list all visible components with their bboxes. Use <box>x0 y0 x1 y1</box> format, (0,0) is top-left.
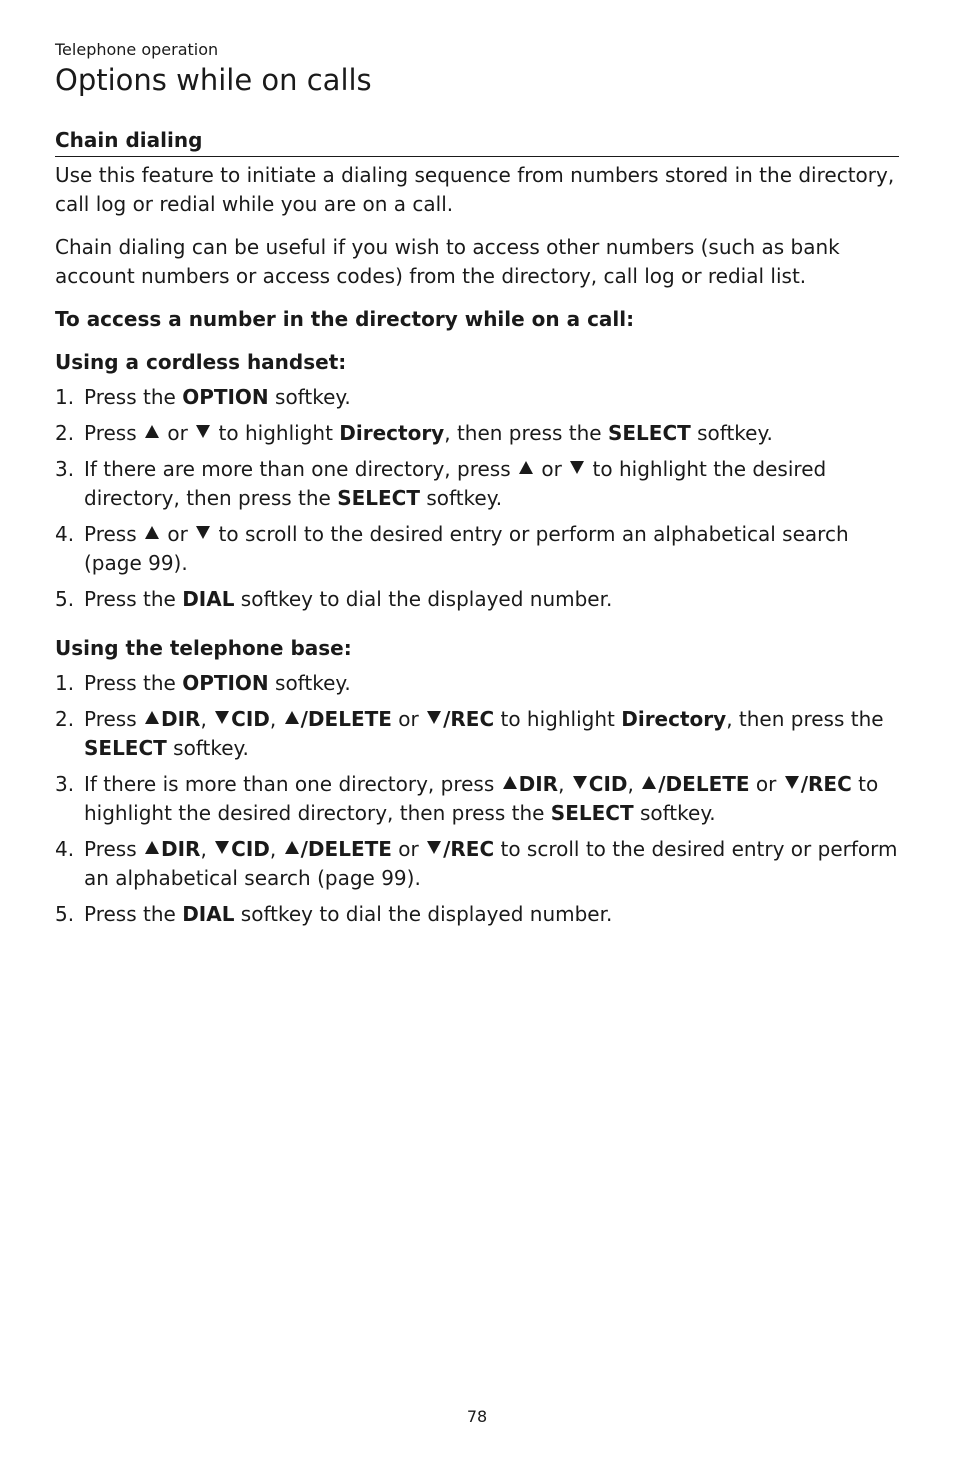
list-item: 2. Press DIR, CID, /DELETE or /REC to highlight Directory, then press the SELECT softkey. <box>55 707 884 760</box>
down-arrow-icon <box>573 776 587 789</box>
up-arrow-icon <box>642 776 656 789</box>
up-arrow-icon <box>503 776 517 789</box>
step-number: 1. <box>55 385 75 409</box>
up-arrow-icon <box>145 841 159 854</box>
down-arrow-icon <box>196 526 210 539</box>
down-arrow-icon <box>196 425 210 438</box>
access-heading: To access a number in the directory while on a call: <box>55 307 635 331</box>
up-arrow-icon <box>285 711 299 724</box>
down-arrow-icon <box>215 711 229 724</box>
step-number: 4. <box>55 837 75 861</box>
list-item: 1. Press the OPTION softkey. <box>55 669 899 698</box>
page-content <box>55 40 899 936</box>
section-heading: Chain dialing <box>55 126 899 157</box>
list-item: 4. Press DIR, CID, /DELETE or /REC to scroll to the desired entry or perform an alphabetical search (page 99). <box>55 837 898 890</box>
base-steps <box>55 669 899 929</box>
step-number: 1. <box>55 671 75 695</box>
list-item: 3. If there is more than one directory, press DIR, CID, /DELETE or /REC to highlight the desired directory, then press the SELECT softkey. <box>55 772 879 825</box>
intro-paragraph-1: Use this feature to initiate a dialing sequence from numbers stored in the directory, call log or redial while you are on a call. <box>55 163 895 216</box>
list-item: 5. Press the DIAL softkey to dial the displayed number. <box>55 585 899 614</box>
up-arrow-icon <box>145 425 159 438</box>
list-item: 4. Press or to scroll to the desired entry or perform an alphabetical search (page 99). <box>55 522 849 575</box>
base-heading: Using the telephone base: <box>55 636 352 660</box>
down-arrow-icon <box>570 461 584 474</box>
handset-steps <box>55 383 899 614</box>
page-title: Options while on calls <box>55 63 372 97</box>
step-number: 3. <box>55 457 75 481</box>
intro-paragraph-2: Chain dialing can be useful if you wish to access other numbers (such as bank account numbers or access codes) from the directory, call log or redial list. <box>55 235 840 288</box>
step-number: 4. <box>55 522 75 546</box>
up-arrow-icon <box>145 526 159 539</box>
page-number: 78 <box>466 1407 488 1426</box>
handset-heading: Using a cordless handset: <box>55 350 347 374</box>
list-item: 3. If there are more than one directory, press or to highlight the desired directory, then press the SELECT softkey. <box>55 457 827 510</box>
step-number: 3. <box>55 772 75 796</box>
list-item: 5. Press the DIAL softkey to dial the displayed number. <box>55 900 899 929</box>
option-key-label: OPTION <box>182 385 269 409</box>
step-number: 5. <box>55 587 75 611</box>
down-arrow-icon <box>215 841 229 854</box>
down-arrow-icon <box>785 776 799 789</box>
up-arrow-icon <box>285 841 299 854</box>
up-arrow-icon <box>145 711 159 724</box>
step-number: 5. <box>55 902 75 926</box>
down-arrow-icon <box>427 841 441 854</box>
up-arrow-icon <box>519 461 533 474</box>
down-arrow-icon <box>427 711 441 724</box>
list-item: 1. Press the OPTION softkey. <box>55 383 899 412</box>
list-item: 2. Press or to highlight Directory, then press the SELECT softkey. <box>55 419 899 448</box>
breadcrumb: Telephone operation <box>55 40 219 59</box>
step-number: 2. <box>55 707 75 731</box>
step-number: 2. <box>55 421 75 445</box>
